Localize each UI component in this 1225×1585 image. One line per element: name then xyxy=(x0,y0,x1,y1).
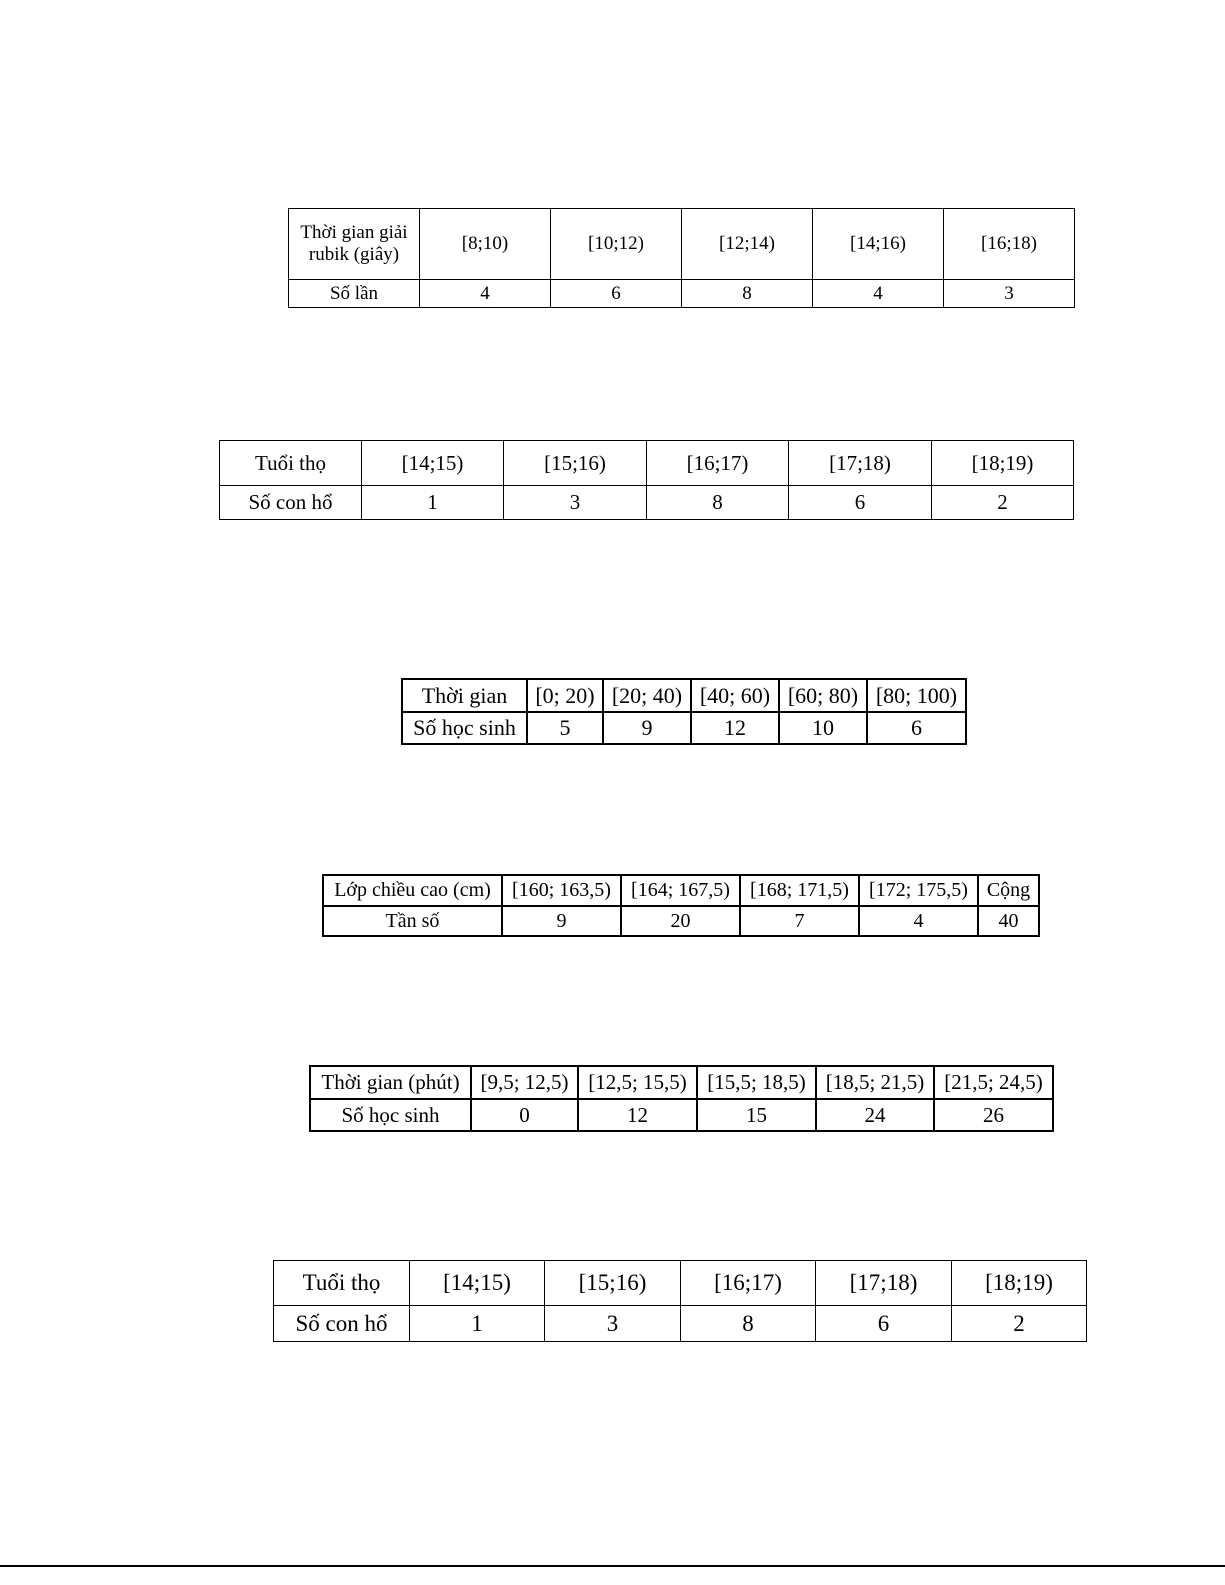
header-label: Thời gian (phút) xyxy=(310,1066,471,1099)
header-cell: [14;15) xyxy=(362,441,504,486)
table-header-row xyxy=(402,679,966,712)
row-label: Số học sinh xyxy=(310,1099,471,1131)
table-cell: 4 xyxy=(813,280,944,308)
student-time-table xyxy=(401,678,967,745)
table-cell: 9 xyxy=(603,712,691,744)
table-cell: 3 xyxy=(504,486,647,520)
table-cell: 1 xyxy=(410,1306,545,1342)
page-bottom-divider xyxy=(0,1565,1225,1567)
table-cell: 1 xyxy=(362,486,504,520)
student-minutes-table xyxy=(309,1065,1054,1132)
header-cell: [0; 20) xyxy=(527,679,603,712)
table-row xyxy=(274,1306,1087,1342)
table-header-row xyxy=(310,1066,1053,1099)
header-cell: [18,5; 21,5) xyxy=(816,1066,934,1099)
header-cell: [21,5; 24,5) xyxy=(934,1066,1053,1099)
height-class-table xyxy=(322,874,1040,937)
header-cell: [164; 167,5) xyxy=(621,875,740,906)
row-label: Số con hổ xyxy=(220,486,362,520)
header-cell: [172; 175,5) xyxy=(859,875,978,906)
header-cell: [14;15) xyxy=(410,1261,545,1306)
row-label: Số con hổ xyxy=(274,1306,410,1342)
table-cell: 15 xyxy=(697,1099,816,1131)
row-label: Số lần xyxy=(289,280,420,308)
table-cell: 26 xyxy=(934,1099,1053,1131)
table-cell: 8 xyxy=(682,280,813,308)
table-cell: 6 xyxy=(867,712,966,744)
header-cell: [60; 80) xyxy=(779,679,867,712)
table-cell: 8 xyxy=(681,1306,816,1342)
table-cell: 10 xyxy=(779,712,867,744)
header-label: Tuổi thọ xyxy=(274,1261,410,1306)
table-cell: 4 xyxy=(859,906,978,936)
header-cell: [12;14) xyxy=(682,209,813,280)
table-cell: 6 xyxy=(789,486,932,520)
table-cell: 7 xyxy=(740,906,859,936)
table-cell: 8 xyxy=(647,486,789,520)
header-label: Thời gian giải rubik (giây) xyxy=(289,209,420,280)
header-cell: [18;19) xyxy=(932,441,1074,486)
table-row xyxy=(220,486,1074,520)
header-cell: [17;18) xyxy=(816,1261,952,1306)
table-row xyxy=(289,280,1075,308)
table-cell: 2 xyxy=(932,486,1074,520)
header-cell: [17;18) xyxy=(789,441,932,486)
table-header-row xyxy=(323,875,1039,906)
header-cell: [8;10) xyxy=(420,209,551,280)
table-cell: 4 xyxy=(420,280,551,308)
header-cell: [16;17) xyxy=(647,441,789,486)
header-cell: Cộng xyxy=(978,875,1039,906)
header-cell: [15;16) xyxy=(504,441,647,486)
header-cell: [9,5; 12,5) xyxy=(471,1066,578,1099)
table-row xyxy=(323,906,1039,936)
table-cell: 5 xyxy=(527,712,603,744)
rubik-time-table xyxy=(288,208,1075,308)
tiger-lifespan-table xyxy=(219,440,1074,520)
table-cell: 9 xyxy=(502,906,621,936)
header-cell: [20; 40) xyxy=(603,679,691,712)
header-cell: [15;16) xyxy=(545,1261,681,1306)
header-label: Lớp chiều cao (cm) xyxy=(323,875,502,906)
table-cell: 24 xyxy=(816,1099,934,1131)
header-cell: [12,5; 15,5) xyxy=(578,1066,697,1099)
table-cell: 6 xyxy=(551,280,682,308)
header-cell: [16;17) xyxy=(681,1261,816,1306)
tiger-lifespan-table-2 xyxy=(273,1260,1087,1342)
table-cell: 3 xyxy=(545,1306,681,1342)
table-cell: 12 xyxy=(578,1099,697,1131)
header-cell: [80; 100) xyxy=(867,679,966,712)
header-cell: [15,5; 18,5) xyxy=(697,1066,816,1099)
table-row xyxy=(402,712,966,744)
header-cell: [160; 163,5) xyxy=(502,875,621,906)
table-cell: 2 xyxy=(952,1306,1087,1342)
header-cell: [14;16) xyxy=(813,209,944,280)
header-cell: [40; 60) xyxy=(691,679,779,712)
table-header-row xyxy=(274,1261,1087,1306)
row-label: Tần số xyxy=(323,906,502,936)
header-cell: [10;12) xyxy=(551,209,682,280)
table-cell: 40 xyxy=(978,906,1039,936)
table-cell: 0 xyxy=(471,1099,578,1131)
table-cell: 3 xyxy=(944,280,1075,308)
table-row xyxy=(310,1099,1053,1131)
table-cell: 20 xyxy=(621,906,740,936)
table-header-row xyxy=(289,209,1075,280)
header-cell: [16;18) xyxy=(944,209,1075,280)
row-label: Số học sinh xyxy=(402,712,527,744)
header-cell: [18;19) xyxy=(952,1261,1087,1306)
header-cell: [168; 171,5) xyxy=(740,875,859,906)
table-cell: 6 xyxy=(816,1306,952,1342)
header-label: Thời gian xyxy=(402,679,527,712)
table-header-row xyxy=(220,441,1074,486)
header-label: Tuổi thọ xyxy=(220,441,362,486)
table-cell: 12 xyxy=(691,712,779,744)
